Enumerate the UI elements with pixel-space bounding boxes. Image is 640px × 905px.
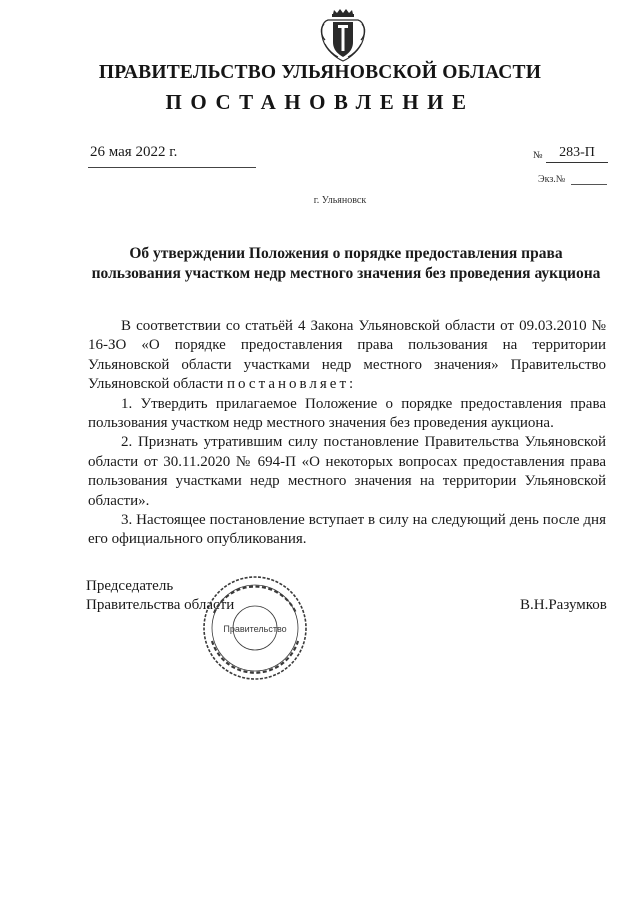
copy-number-label: Экз.№ xyxy=(538,174,566,185)
signatory-position-line-1: Председатель xyxy=(86,578,174,594)
city-name: г. Ульяновск xyxy=(313,195,367,206)
coat-of-arms-emblem xyxy=(318,8,368,63)
signatory-name: В.Н.Разумков xyxy=(520,597,607,613)
seal-center-text: Правительство xyxy=(223,624,287,634)
number-sign: № xyxy=(533,150,543,161)
date-underline xyxy=(88,167,256,168)
title-line-1: Об утверждении Положения о порядке предоставления права xyxy=(129,245,563,262)
body-item-2: 2. Признать утратившим силу постановление Правительства Ульяновской области от 30.11.2020 № 694-П «О некоторых вопросах предоставления права пользования участками недр местного значения на территории Ульяновской области». xyxy=(88,434,606,509)
document-title xyxy=(80,244,612,284)
body-intro-paragraph xyxy=(88,317,606,395)
official-seal-stamp xyxy=(200,573,310,683)
signatory-position-line-2: Правительства области xyxy=(86,597,235,613)
document-number: 283-П xyxy=(546,145,608,163)
body-item-3: 3. Настоящее постановление вступает в силу на следующий день после дня его официального опубликования. xyxy=(88,512,606,548)
title-line-2: пользования участком недр местного значения без проведения аукциона xyxy=(91,265,601,282)
document-date: 26 мая 2022 г. xyxy=(90,144,178,160)
body-intro-text: В соответствии со статьёй 4 Закона Ульяновской области от 09.03.2010 № 16-ЗО «О порядке предоставления права пользования на территории Ульяновской области участками недр местного значения» Правительство Ульяновской области xyxy=(88,318,606,393)
organization-title: ПРАВИТЕЛЬСТВО УЛЬЯНОВСКОЙ ОБЛАСТИ xyxy=(98,62,542,83)
document-body xyxy=(88,317,606,550)
body-item-1: 1. Утвердить прилагаемое Положение о порядке предоставления права пользования участком недр местного значения без проведения аукциона. xyxy=(88,395,606,432)
document-type-title: ПОСТАНОВЛЕНИЕ xyxy=(165,90,475,114)
body-intro-verb: постановляет: xyxy=(227,376,357,393)
copy-number-underline xyxy=(571,184,607,185)
